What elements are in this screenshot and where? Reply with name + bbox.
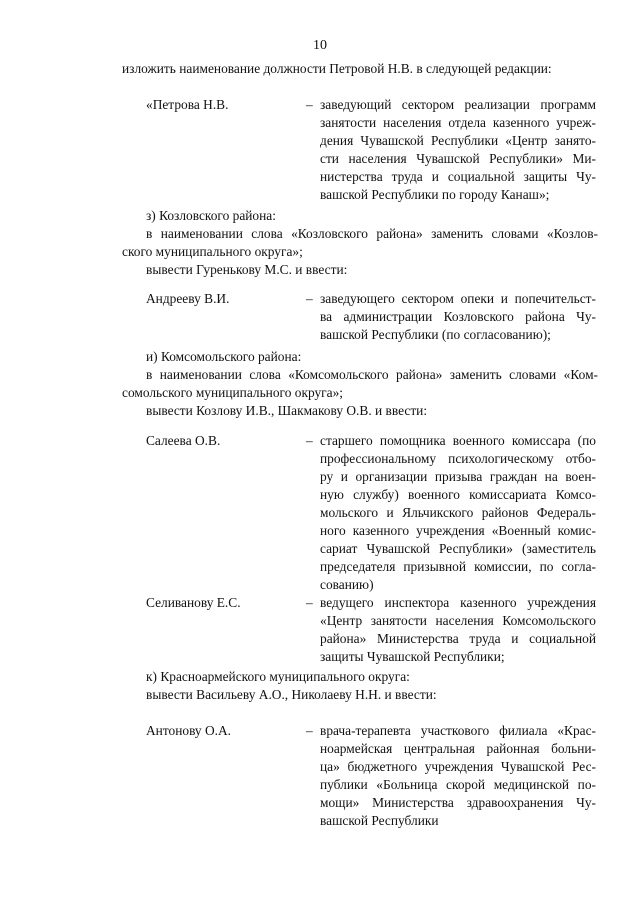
entry-saleeva-name: Салеева О.В. (146, 433, 221, 448)
description-line: мольского и Яльчикского районов Федераль- (320, 505, 596, 520)
description-line: профессиональному психологическому отбо- (320, 451, 596, 466)
description-line: защиты Чувашской Республики; (320, 649, 505, 664)
entry-antonova-dash: – (306, 723, 313, 738)
description-line: председателя призывной комиссии, по согла- (320, 559, 596, 574)
page-number: 10 (313, 38, 327, 53)
description-line: вашской Республики (320, 813, 439, 828)
description-line: дения Чувашской Республики «Центр занято- (320, 133, 596, 148)
entry-petrova-description (320, 96, 596, 204)
description-line: вашской Республики (по согласованию); (320, 327, 551, 342)
description-line: ную службу) военного комиссариата Комсо- (320, 487, 596, 502)
description-line: района» Министерства труда и социальной (320, 631, 596, 646)
description-line: публики «Больница скорой медицинской по- (320, 777, 596, 792)
description-line: старшего помощника военного комиссара (по (320, 433, 596, 448)
entry-petrova-name: «Петрова Н.В. (146, 97, 229, 112)
description-line: ру и организации призыва граждан на воен- (320, 469, 596, 484)
entry-andreeva-name: Андрееву В.И. (146, 291, 230, 306)
entry-andreeva-description (320, 290, 596, 344)
description-line: ва администрации Козловского района Чу- (320, 309, 596, 324)
intro-line (122, 60, 598, 78)
section-k-heading: к) Красноармейского муниципального округа: (146, 669, 410, 684)
section-i (122, 348, 598, 420)
description-line: мощи» Министерства здравоохранения Чу- (320, 795, 596, 810)
section-z-heading: з) Козловского района: (146, 208, 276, 223)
description-line: сти населения Чувашской Республики» Ми- (320, 151, 596, 166)
section-i-heading: и) Комсомольского района: (146, 349, 302, 364)
entry-selivanova-name: Селиванову Е.С. (146, 595, 241, 610)
entry-saleeva-description (320, 432, 596, 594)
description-line: «Центр занятости населения Комсомольского (320, 613, 596, 628)
section-z-rename-line1: в наименовании слова «Козловского района» заменить словами «Козлов- (146, 226, 598, 241)
description-line: ца» бюджетного учреждения Чувашской Рес- (320, 759, 596, 774)
description-line: занятости населения отдела казенного учреж- (320, 115, 596, 130)
description-line: вашской Республики по городу Канаш»; (320, 187, 550, 202)
section-z (122, 207, 598, 279)
section-k-exclude: вывести Васильеву А.О., Николаеву Н.Н. и ввести: (146, 687, 437, 702)
section-z-rename-line2: ского муниципального округа»; (122, 244, 303, 259)
description-line: заведующий сектором реализации программ (320, 97, 596, 112)
description-line: сариат Чувашской Республики» (заместитель (320, 541, 596, 556)
entry-andreeva-dash: – (306, 291, 313, 306)
section-i-rename-line1: в наименовании слова «Комсомольского района» заменить словами «Ком- (146, 367, 598, 382)
description-line: ноармейская центральная районная больни- (320, 741, 596, 756)
description-line: сованию) (320, 577, 374, 592)
entry-selivanova-description (320, 594, 596, 666)
section-z-exclude: вывести Гуренькову М.С. и ввести: (146, 262, 348, 277)
description-line: нистерства труда и социальной защиты Чу- (320, 169, 596, 184)
section-i-rename-line2: сомольского муниципального округа»; (122, 385, 344, 400)
description-line: ведущего инспектора казенного учреждения (320, 595, 596, 610)
entry-antonova-name: Антонову О.А. (146, 723, 232, 738)
description-line: врача-терапевта участкового филиала «Крас- (320, 723, 596, 738)
section-k (122, 668, 598, 704)
intro-text: изложить наименование должности Петровой Н.В. в следующей редакции: (122, 61, 552, 76)
entry-petrova-dash: – (306, 97, 313, 112)
section-i-exclude: вывести Козлову И.В., Шакмакову О.В. и ввести: (146, 403, 428, 418)
entry-selivanova-dash: – (306, 595, 313, 610)
entry-saleeva-dash: – (306, 433, 313, 448)
description-line: заведующего сектором опеки и попечительст- (320, 291, 596, 306)
description-line: ного казенного учреждения «Военный комис- (320, 523, 596, 538)
entry-antonova-description (320, 722, 596, 830)
